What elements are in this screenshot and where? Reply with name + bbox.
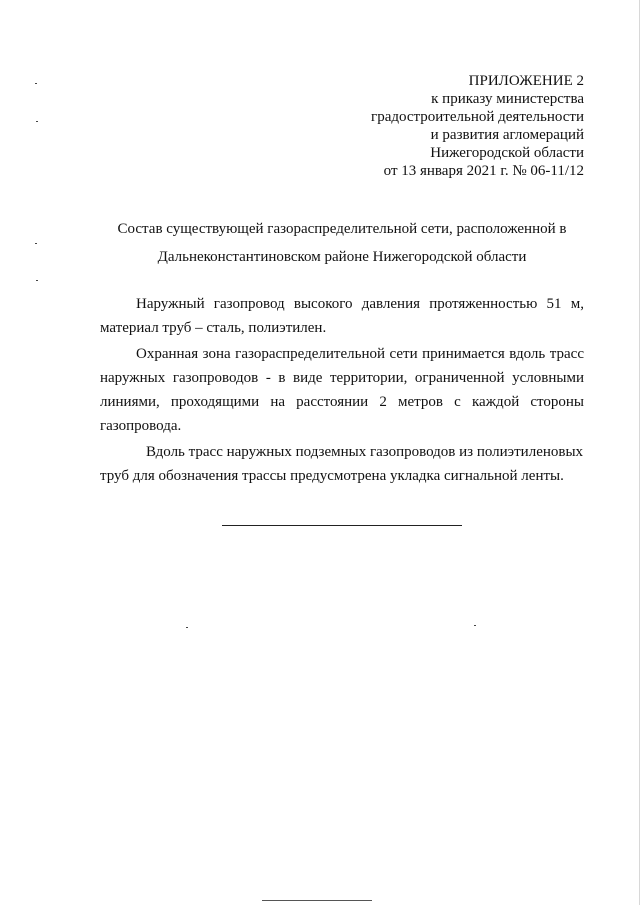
- scan-speck: [35, 83, 37, 84]
- approval-order-line: к приказу министерства: [431, 91, 584, 107]
- scan-speck: [186, 627, 188, 628]
- scan-speck: [36, 121, 38, 122]
- approval-ministry-line-2: и развития агломераций: [430, 127, 584, 143]
- scan-speck: [36, 280, 38, 281]
- approval-block: [371, 72, 584, 180]
- document-title-line-1: Состав существующей газораспределительной сети, расположенной в: [117, 221, 567, 237]
- paragraph-signal-tape: Вдоль трасс наружных подземных газопроводов из полиэтиленовых труб для обозначения трассы предусмотрена укладка сигнальной ленты.: [100, 444, 584, 484]
- paragraph-pipeline-description: Наружный газопровод высокого давления протяженностью 51 м, материал труб – сталь, полиэтилен.: [100, 296, 584, 336]
- end-separator-line: [222, 525, 462, 526]
- scan-speck: [35, 243, 37, 244]
- document-title-line-2: Дальнеконстантиновском районе Нижегородской области: [157, 249, 527, 265]
- approval-date-number: от 13 января 2021 г. № 06-11/12: [383, 163, 584, 179]
- approval-ministry-line: градостроительной деятельности: [371, 109, 584, 125]
- document-title: [100, 215, 584, 271]
- appendix-label: ПРИЛОЖЕНИЕ 2: [468, 73, 584, 89]
- paragraph-protection-zone: Охранная зона газораспределительной сети принимается вдоль трасс наружных газопроводов - в виде территории, ограниченной условными линиями, проходящими на расстоянии 2 метров с каждой стороны газопровода.: [100, 346, 584, 434]
- bottom-edge-line: [262, 900, 372, 901]
- scan-speck: [474, 625, 476, 626]
- approval-region-line: Нижегородской области: [430, 145, 584, 161]
